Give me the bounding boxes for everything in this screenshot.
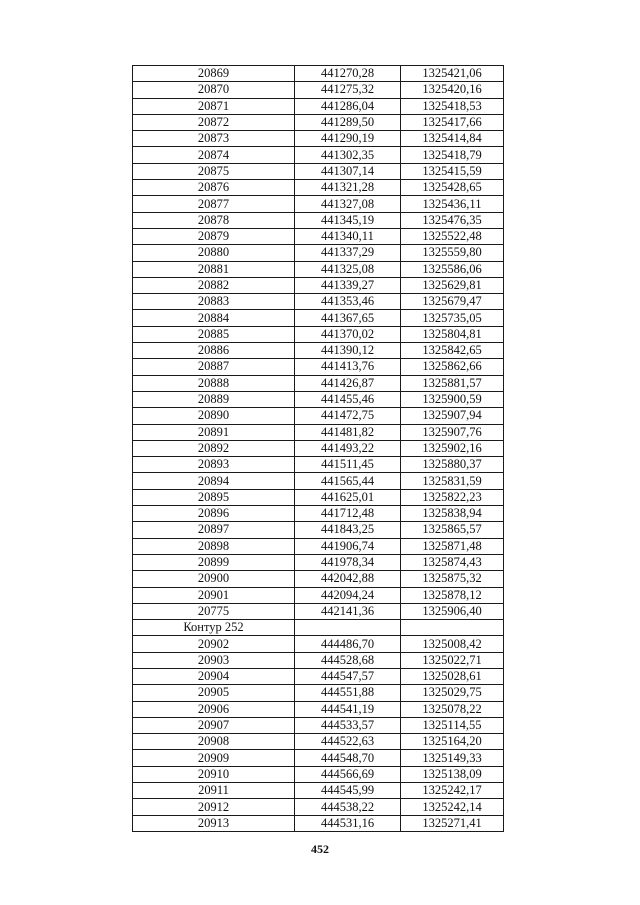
table-row bbox=[133, 114, 504, 130]
point-number-cell: 20892 bbox=[133, 440, 295, 456]
x-coordinate-cell: 442094,24 bbox=[295, 587, 401, 603]
y-coordinate-cell: 1325838,94 bbox=[401, 506, 504, 522]
x-coordinate-cell: 441345,19 bbox=[295, 212, 401, 228]
x-coordinate-cell: 441307,14 bbox=[295, 163, 401, 179]
x-coordinate-cell: 441565,44 bbox=[295, 473, 401, 489]
table-row bbox=[133, 277, 504, 293]
table-row bbox=[133, 131, 504, 147]
table-row bbox=[133, 783, 504, 799]
y-coordinate-cell: 1325679,47 bbox=[401, 294, 504, 310]
point-number-cell: 20905 bbox=[133, 685, 295, 701]
table-row bbox=[133, 701, 504, 717]
x-coordinate-cell: 444486,70 bbox=[295, 636, 401, 652]
point-number-cell: 20872 bbox=[133, 114, 295, 130]
y-coordinate-cell bbox=[401, 620, 504, 636]
y-coordinate-cell: 1325522,48 bbox=[401, 228, 504, 244]
point-number-cell: 20885 bbox=[133, 326, 295, 342]
table-row bbox=[133, 750, 504, 766]
table-row bbox=[133, 261, 504, 277]
x-coordinate-cell: 441337,29 bbox=[295, 245, 401, 261]
table-row bbox=[133, 180, 504, 196]
table-row bbox=[133, 408, 504, 424]
y-coordinate-cell: 1325242,14 bbox=[401, 799, 504, 815]
y-coordinate-cell: 1325880,37 bbox=[401, 457, 504, 473]
point-number-cell: 20913 bbox=[133, 815, 295, 831]
point-number-cell: 20902 bbox=[133, 636, 295, 652]
point-number-cell: 20904 bbox=[133, 668, 295, 684]
x-coordinate-cell: 444541,19 bbox=[295, 701, 401, 717]
table-row bbox=[133, 506, 504, 522]
y-coordinate-cell: 1325476,35 bbox=[401, 212, 504, 228]
x-coordinate-cell: 441906,74 bbox=[295, 538, 401, 554]
y-coordinate-cell: 1325878,12 bbox=[401, 587, 504, 603]
x-coordinate-cell: 441413,76 bbox=[295, 359, 401, 375]
y-coordinate-cell: 1325822,23 bbox=[401, 489, 504, 505]
y-coordinate-cell: 1325417,66 bbox=[401, 114, 504, 130]
table-row bbox=[133, 163, 504, 179]
table-row bbox=[133, 310, 504, 326]
y-coordinate-cell: 1325735,05 bbox=[401, 310, 504, 326]
x-coordinate-cell: 444528,68 bbox=[295, 652, 401, 668]
table-row bbox=[133, 391, 504, 407]
x-coordinate-cell: 441327,08 bbox=[295, 196, 401, 212]
point-number-cell: 20903 bbox=[133, 652, 295, 668]
point-number-cell: 20890 bbox=[133, 408, 295, 424]
x-coordinate-cell: 441321,28 bbox=[295, 180, 401, 196]
table-row bbox=[133, 554, 504, 570]
point-number-cell: 20876 bbox=[133, 180, 295, 196]
y-coordinate-cell: 1325022,71 bbox=[401, 652, 504, 668]
point-number-cell: 20899 bbox=[133, 554, 295, 570]
x-coordinate-cell: 441340,11 bbox=[295, 228, 401, 244]
point-number-cell: 20886 bbox=[133, 343, 295, 359]
table-row bbox=[133, 375, 504, 391]
x-coordinate-cell: 441286,04 bbox=[295, 98, 401, 114]
x-coordinate-cell: 441472,75 bbox=[295, 408, 401, 424]
y-coordinate-cell: 1325149,33 bbox=[401, 750, 504, 766]
table-row bbox=[133, 212, 504, 228]
y-coordinate-cell: 1325418,79 bbox=[401, 147, 504, 163]
y-coordinate-cell: 1325418,53 bbox=[401, 98, 504, 114]
x-coordinate-cell: 441302,35 bbox=[295, 147, 401, 163]
y-coordinate-cell: 1325902,16 bbox=[401, 440, 504, 456]
table-row bbox=[133, 196, 504, 212]
x-coordinate-cell: 444522,63 bbox=[295, 734, 401, 750]
x-coordinate-cell: 441339,27 bbox=[295, 277, 401, 293]
y-coordinate-cell: 1325586,06 bbox=[401, 261, 504, 277]
contour-label-cell: Контур 252 bbox=[133, 620, 295, 636]
table-row bbox=[133, 343, 504, 359]
table-row bbox=[133, 571, 504, 587]
table-row bbox=[133, 245, 504, 261]
table-row bbox=[133, 98, 504, 114]
point-number-cell: 20900 bbox=[133, 571, 295, 587]
x-coordinate-cell: 441455,46 bbox=[295, 391, 401, 407]
y-coordinate-cell: 1325871,48 bbox=[401, 538, 504, 554]
x-coordinate-cell: 444566,69 bbox=[295, 766, 401, 782]
point-number-cell: 20893 bbox=[133, 457, 295, 473]
y-coordinate-cell: 1325436,11 bbox=[401, 196, 504, 212]
x-coordinate-cell: 441625,01 bbox=[295, 489, 401, 505]
table-row bbox=[133, 147, 504, 163]
y-coordinate-cell: 1325559,80 bbox=[401, 245, 504, 261]
table-row bbox=[133, 228, 504, 244]
x-coordinate-cell: 442042,88 bbox=[295, 571, 401, 587]
x-coordinate-cell: 441370,02 bbox=[295, 326, 401, 342]
table-row bbox=[133, 685, 504, 701]
point-number-cell: 20883 bbox=[133, 294, 295, 310]
table-row bbox=[133, 636, 504, 652]
y-coordinate-cell: 1325906,40 bbox=[401, 603, 504, 619]
coordinates-table bbox=[132, 65, 504, 832]
table-row bbox=[133, 652, 504, 668]
x-coordinate-cell: 444548,70 bbox=[295, 750, 401, 766]
table-row bbox=[133, 82, 504, 98]
point-number-cell: 20896 bbox=[133, 506, 295, 522]
point-number-cell: 20907 bbox=[133, 717, 295, 733]
table-row bbox=[133, 603, 504, 619]
y-coordinate-cell: 1325875,32 bbox=[401, 571, 504, 587]
y-coordinate-cell: 1325421,06 bbox=[401, 66, 504, 82]
point-number-cell: 20887 bbox=[133, 359, 295, 375]
point-number-cell: 20898 bbox=[133, 538, 295, 554]
table-row bbox=[133, 717, 504, 733]
point-number-cell: 20869 bbox=[133, 66, 295, 82]
point-number-cell: 20879 bbox=[133, 228, 295, 244]
x-coordinate-cell: 444538,22 bbox=[295, 799, 401, 815]
y-coordinate-cell: 1325862,66 bbox=[401, 359, 504, 375]
x-coordinate-cell: 441367,65 bbox=[295, 310, 401, 326]
x-coordinate-cell: 441843,25 bbox=[295, 522, 401, 538]
y-coordinate-cell: 1325831,59 bbox=[401, 473, 504, 489]
point-number-cell: 20895 bbox=[133, 489, 295, 505]
y-coordinate-cell: 1325907,94 bbox=[401, 408, 504, 424]
x-coordinate-cell: 441426,87 bbox=[295, 375, 401, 391]
table-row bbox=[133, 473, 504, 489]
x-coordinate-cell: 444533,57 bbox=[295, 717, 401, 733]
point-number-cell: 20775 bbox=[133, 603, 295, 619]
page-number: 452 bbox=[311, 842, 329, 856]
table-row bbox=[133, 766, 504, 782]
table-row bbox=[133, 294, 504, 310]
point-number-cell: 20870 bbox=[133, 82, 295, 98]
table-row bbox=[133, 440, 504, 456]
y-coordinate-cell: 1325242,17 bbox=[401, 783, 504, 799]
point-number-cell: 20875 bbox=[133, 163, 295, 179]
point-number-cell: 20882 bbox=[133, 277, 295, 293]
y-coordinate-cell: 1325907,76 bbox=[401, 424, 504, 440]
point-number-cell: 20884 bbox=[133, 310, 295, 326]
y-coordinate-cell: 1325028,61 bbox=[401, 668, 504, 684]
x-coordinate-cell bbox=[295, 620, 401, 636]
point-number-cell: 20891 bbox=[133, 424, 295, 440]
point-number-cell: 20873 bbox=[133, 131, 295, 147]
y-coordinate-cell: 1325114,55 bbox=[401, 717, 504, 733]
x-coordinate-cell: 442141,36 bbox=[295, 603, 401, 619]
point-number-cell: 20877 bbox=[133, 196, 295, 212]
x-coordinate-cell: 444551,88 bbox=[295, 685, 401, 701]
point-number-cell: 20888 bbox=[133, 375, 295, 391]
y-coordinate-cell: 1325414,84 bbox=[401, 131, 504, 147]
x-coordinate-cell: 441511,45 bbox=[295, 457, 401, 473]
coordinates-table-body bbox=[133, 66, 504, 832]
x-coordinate-cell: 441481,82 bbox=[295, 424, 401, 440]
y-coordinate-cell: 1325900,59 bbox=[401, 391, 504, 407]
x-coordinate-cell: 441270,28 bbox=[295, 66, 401, 82]
table-row bbox=[133, 734, 504, 750]
point-number-cell: 20871 bbox=[133, 98, 295, 114]
y-coordinate-cell: 1325078,22 bbox=[401, 701, 504, 717]
x-coordinate-cell: 441978,34 bbox=[295, 554, 401, 570]
x-coordinate-cell: 441712,48 bbox=[295, 506, 401, 522]
point-number-cell: 20906 bbox=[133, 701, 295, 717]
point-number-cell: 20909 bbox=[133, 750, 295, 766]
point-number-cell: 20908 bbox=[133, 734, 295, 750]
point-number-cell: 20912 bbox=[133, 799, 295, 815]
x-coordinate-cell: 444531,16 bbox=[295, 815, 401, 831]
table-row bbox=[133, 359, 504, 375]
table-row bbox=[133, 799, 504, 815]
table-row bbox=[133, 522, 504, 538]
x-coordinate-cell: 441353,46 bbox=[295, 294, 401, 310]
x-coordinate-cell: 441390,12 bbox=[295, 343, 401, 359]
point-number-cell: 20874 bbox=[133, 147, 295, 163]
point-number-cell: 20889 bbox=[133, 391, 295, 407]
table-row bbox=[133, 326, 504, 342]
point-number-cell: 20880 bbox=[133, 245, 295, 261]
table-row bbox=[133, 815, 504, 831]
point-number-cell: 20894 bbox=[133, 473, 295, 489]
y-coordinate-cell: 1325842,65 bbox=[401, 343, 504, 359]
y-coordinate-cell: 1325271,41 bbox=[401, 815, 504, 831]
table-row bbox=[133, 587, 504, 603]
x-coordinate-cell: 441290,19 bbox=[295, 131, 401, 147]
x-coordinate-cell: 441493,22 bbox=[295, 440, 401, 456]
y-coordinate-cell: 1325029,75 bbox=[401, 685, 504, 701]
y-coordinate-cell: 1325881,57 bbox=[401, 375, 504, 391]
point-number-cell: 20881 bbox=[133, 261, 295, 277]
y-coordinate-cell: 1325428,65 bbox=[401, 180, 504, 196]
table-row bbox=[133, 457, 504, 473]
y-coordinate-cell: 1325804,81 bbox=[401, 326, 504, 342]
y-coordinate-cell: 1325420,16 bbox=[401, 82, 504, 98]
x-coordinate-cell: 444545,99 bbox=[295, 783, 401, 799]
table-row bbox=[133, 66, 504, 82]
y-coordinate-cell: 1325865,57 bbox=[401, 522, 504, 538]
table-row bbox=[133, 424, 504, 440]
y-coordinate-cell: 1325874,43 bbox=[401, 554, 504, 570]
point-number-cell: 20901 bbox=[133, 587, 295, 603]
y-coordinate-cell: 1325008,42 bbox=[401, 636, 504, 652]
point-number-cell: 20911 bbox=[133, 783, 295, 799]
point-number-cell: 20878 bbox=[133, 212, 295, 228]
y-coordinate-cell: 1325629,81 bbox=[401, 277, 504, 293]
table-row bbox=[133, 538, 504, 554]
table-row bbox=[133, 668, 504, 684]
point-number-cell: 20897 bbox=[133, 522, 295, 538]
x-coordinate-cell: 441289,50 bbox=[295, 114, 401, 130]
contour-heading-row bbox=[133, 620, 504, 636]
x-coordinate-cell: 441275,32 bbox=[295, 82, 401, 98]
x-coordinate-cell: 441325,08 bbox=[295, 261, 401, 277]
y-coordinate-cell: 1325138,09 bbox=[401, 766, 504, 782]
x-coordinate-cell: 444547,57 bbox=[295, 668, 401, 684]
y-coordinate-cell: 1325164,20 bbox=[401, 734, 504, 750]
point-number-cell: 20910 bbox=[133, 766, 295, 782]
table-row bbox=[133, 489, 504, 505]
y-coordinate-cell: 1325415,59 bbox=[401, 163, 504, 179]
